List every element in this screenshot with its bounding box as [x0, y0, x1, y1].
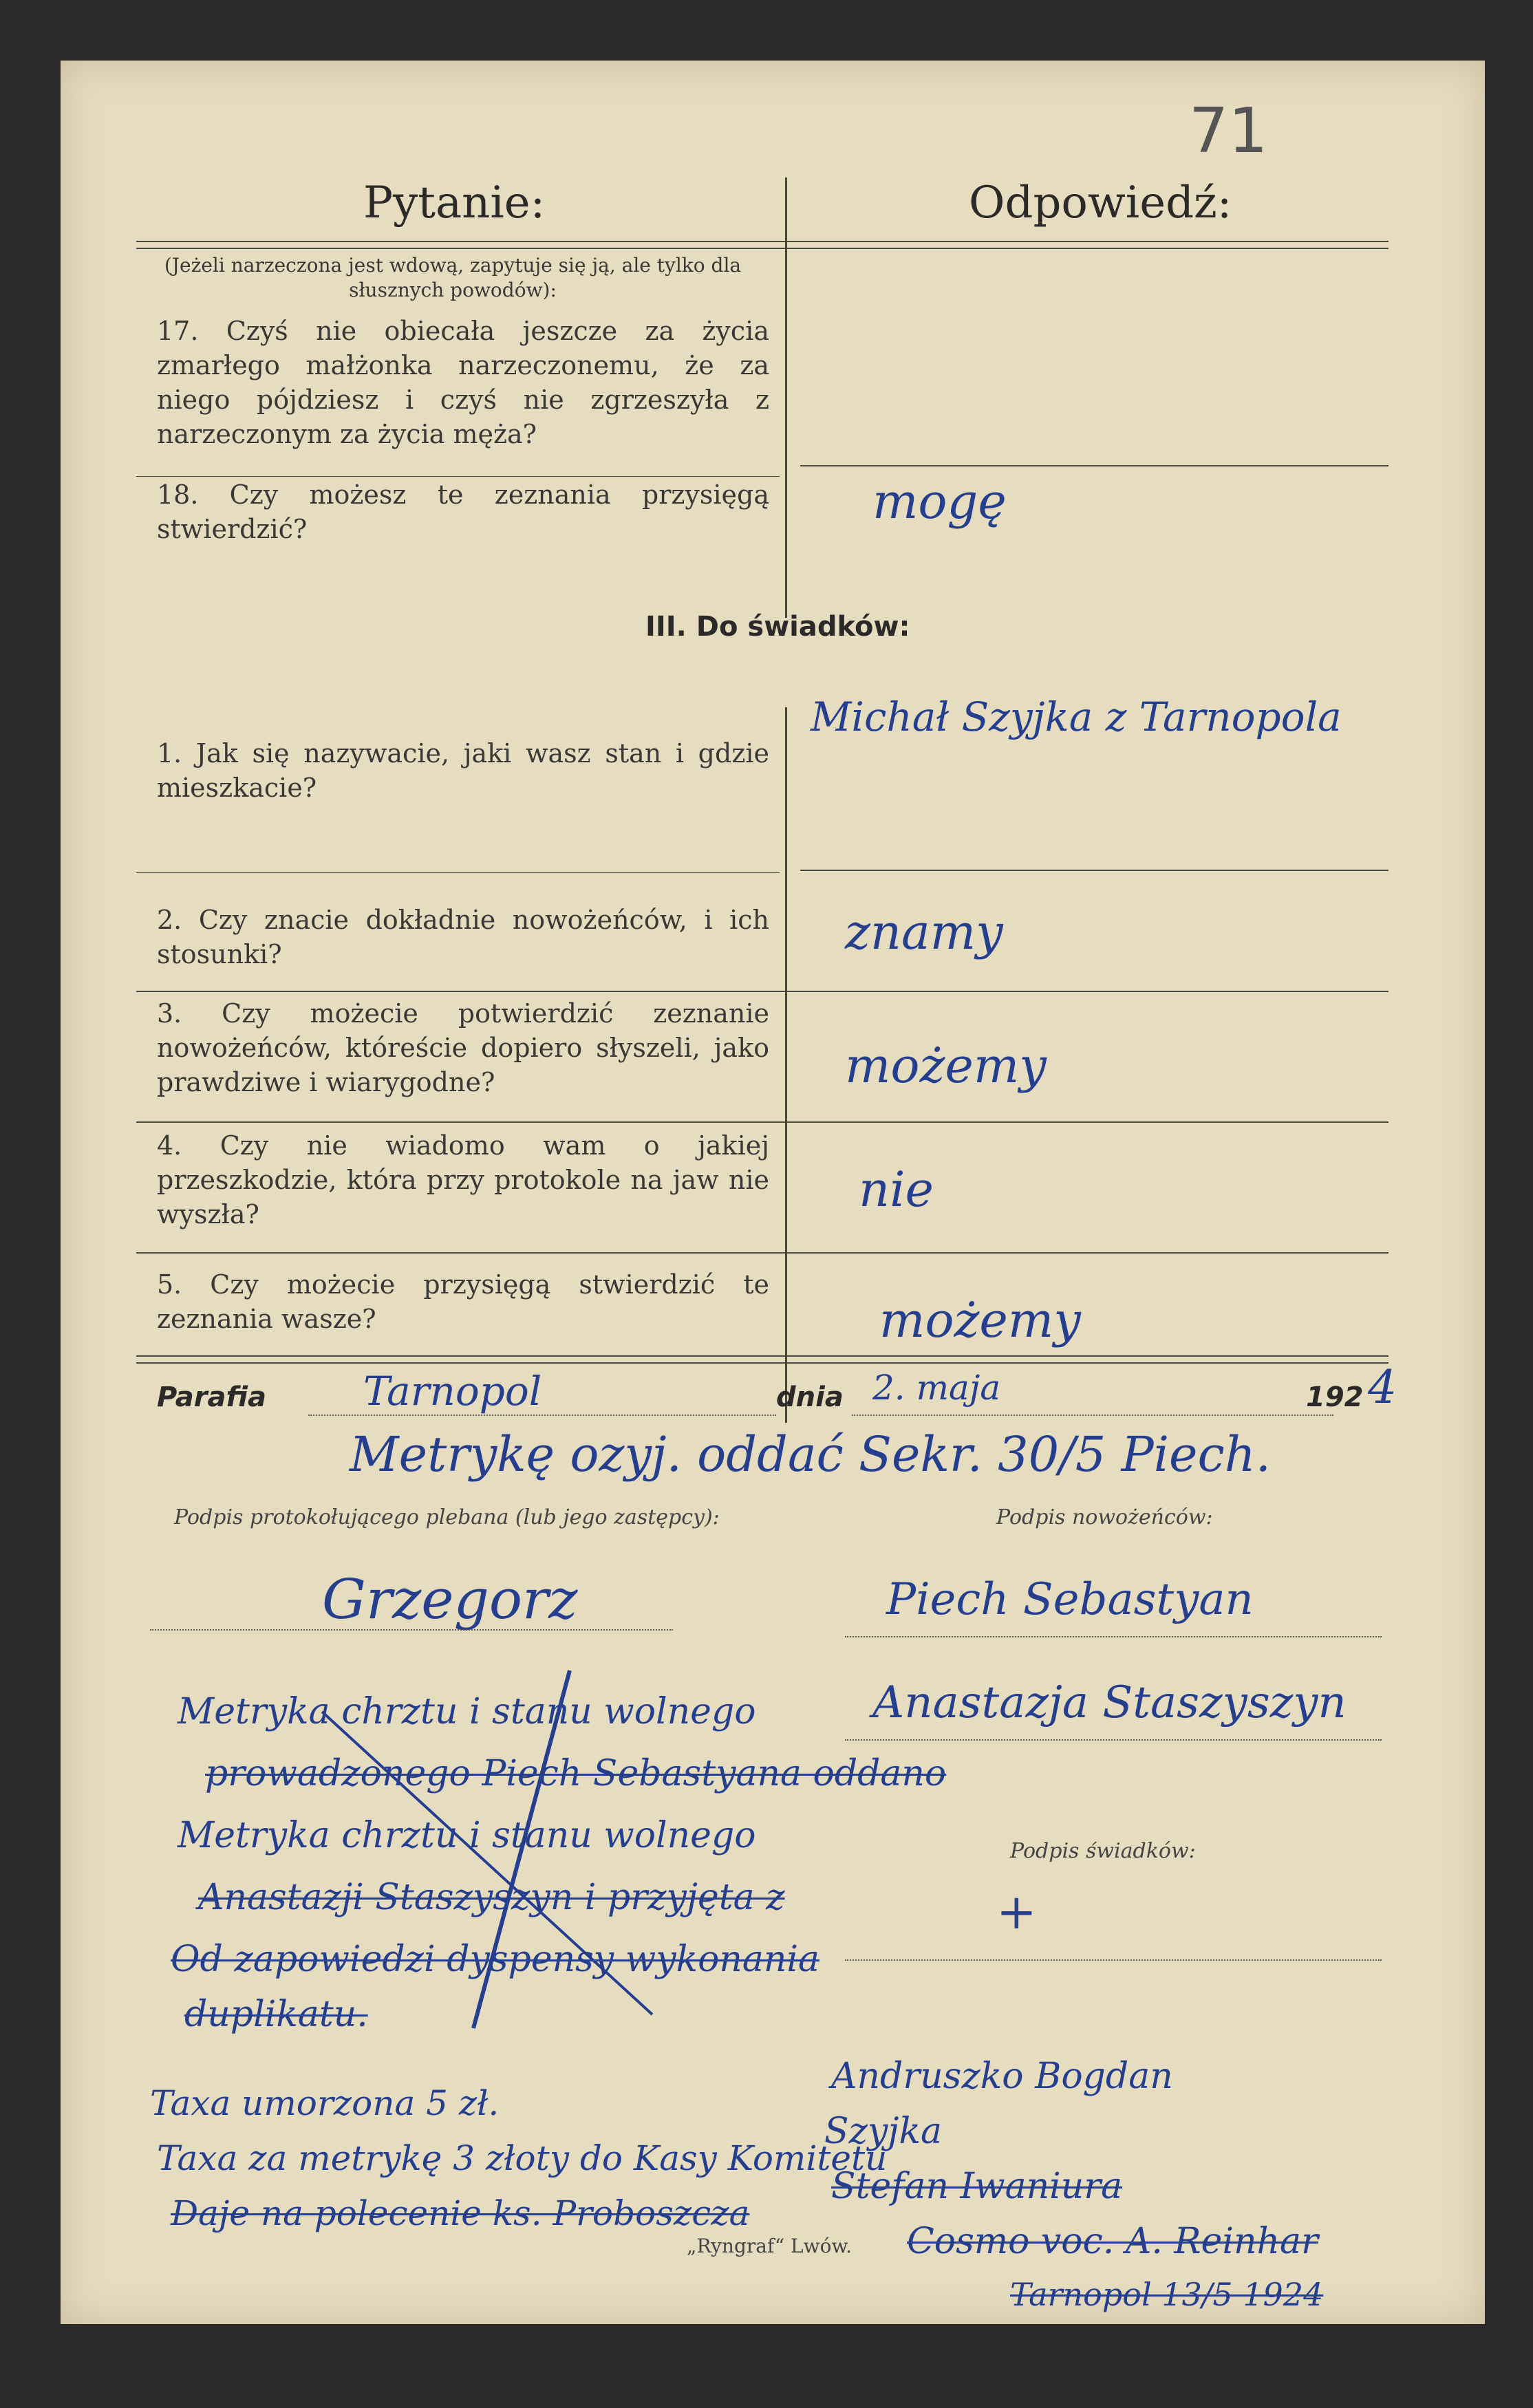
witness-answer-4: nie — [859, 1161, 934, 1218]
witness-hw-2: Szyjka — [824, 2111, 943, 2152]
witness-answer-1: Michał Szyjka z Tarnopola — [811, 694, 1342, 740]
rule-w3 — [136, 1121, 1389, 1123]
priest-signature-line — [150, 1629, 673, 1631]
bride-signature-line — [845, 1739, 1382, 1741]
header-rule — [136, 241, 1389, 242]
fee-line-2: Taxa za metrykę 3 złoty do Kasy Komitetu — [157, 2138, 888, 2178]
witness-hw-5: Tarnopol 13/5 1924 — [1010, 2276, 1324, 2313]
printer-mark: „Ryngraf“ Lwów. — [687, 2235, 853, 2257]
section-bottom-rule-2 — [136, 1362, 1389, 1364]
note-line-6: duplikatu. — [184, 1994, 368, 2035]
column-divider-top — [785, 178, 787, 618]
parish-label: Parafia — [157, 1382, 266, 1413]
witness-signature-label: Podpis świadków: — [1010, 1839, 1196, 1863]
witness-question-2: 2. Czy znacie dokładnie nowożeńców, i ich stosunki? — [157, 905, 769, 969]
section-witnesses-title: III. Do świadków: — [645, 611, 910, 643]
witness-question-1: 1. Jak się nazywacie, jaki wasz stan i gdzie mieszkacie? — [157, 738, 769, 803]
note-line-5: Od zapowiedzi dyspensy wykonania — [171, 1939, 820, 1980]
fee-line-1: Taxa umorzona 5 zł. — [150, 2083, 500, 2123]
bride-signature: Anastazja Staszyszyn — [872, 1677, 1347, 1728]
question-17: 17. Czyś nie obiecała jeszcze za życia zmarłego małżonka narzeczonemu, że za niego pójdziesz i czyś nie zgrzeszyła z narzeczonym za życia męża? — [157, 316, 769, 449]
page-number: 71 — [1189, 95, 1268, 167]
witness-answer-3: możemy — [845, 1038, 1047, 1094]
witness-hw-1: Andruszko Bogdan — [831, 2056, 1173, 2097]
fee-line-3: Daje na polecenie ks. Proboszcza — [171, 2193, 750, 2233]
witness-hw-4: Cosmo voc. A. Reinhar — [907, 2221, 1318, 2262]
witness-question-4: 4. Czy nie wiadomo wam o jakiej przeszkodzie, która przy protokole na jaw nie wyszła? — [157, 1130, 769, 1229]
witness-answer-2: znamy — [845, 904, 1003, 960]
witness-hw-3: Stefan Iwaniura — [831, 2166, 1123, 2207]
rule-w2 — [136, 991, 1389, 992]
rule-w4 — [136, 1252, 1389, 1254]
witness-answer-5: możemy — [879, 1292, 1081, 1348]
column-divider-bottom — [785, 707, 787, 1423]
year-label: 192 — [1306, 1382, 1364, 1413]
metrics-note: Metrykę ozyj. oddać Sekr. 30/5 Piech. — [350, 1426, 1272, 1483]
witness-mark: + — [996, 1884, 1037, 1940]
note-line-1: Metryka chrztu i stanu wolnego — [178, 1691, 756, 1732]
witness-signature-line-1 — [845, 1959, 1382, 1961]
document-sheet — [61, 61, 1485, 2324]
question-rule-17 — [136, 476, 780, 477]
groom-signature-line — [845, 1636, 1382, 1637]
note-line-2: prowadzonego Piech Sebastyana oddano — [205, 1753, 947, 1794]
priest-signature: Grzegorz — [322, 1567, 578, 1631]
witness-question-3: 3. Czy możecie potwierdzić zeznanie nowożeńców, któreście dopiero słyszeli, jako prawdziwe i wiarygodne? — [157, 998, 769, 1097]
parish-value: Tarnopol — [363, 1368, 542, 1415]
cancellation-cross — [267, 1657, 680, 2042]
question-18: 18. Czy możesz te zeznania przysięgą stwierdzić? — [157, 480, 769, 544]
groom-signature: Piech Sebastyan — [886, 1574, 1254, 1625]
rule-w1-right — [800, 870, 1389, 871]
rule-w1-left — [136, 872, 780, 873]
priest-signature-label: Podpis protokołującego plebana (lub jego zastępcy): — [174, 1505, 720, 1529]
day-label: dnia — [776, 1382, 844, 1413]
year-value: 4 — [1368, 1361, 1397, 1414]
question-column-header: Pytanie: — [363, 178, 546, 228]
section-bottom-rule — [136, 1355, 1389, 1357]
note-line-3: Metryka chrztu i stanu wolnego — [178, 1815, 756, 1856]
parish-dotted-line — [308, 1415, 776, 1416]
widow-note: (Jeżeli narzeczona jest wdową, zapytuje się ją, ale tylko dla słusznych powodów): — [164, 254, 742, 301]
note-line-4: Anastazji Staszyszyn i przyjęta z — [198, 1877, 785, 1918]
couple-signature-label: Podpis nowożeńców: — [996, 1505, 1213, 1529]
answer-rule-17 — [800, 465, 1389, 466]
header-rule-2 — [136, 248, 1389, 249]
answer-18: mogę — [872, 473, 1007, 530]
answer-column-header: Odpowiedź: — [969, 178, 1232, 228]
day-dotted-line — [852, 1415, 1333, 1416]
witness-question-5: 5. Czy możecie przysięgą stwierdzić te zeznania wasze? — [157, 1269, 769, 1334]
day-value: 2. maja — [872, 1368, 1001, 1408]
